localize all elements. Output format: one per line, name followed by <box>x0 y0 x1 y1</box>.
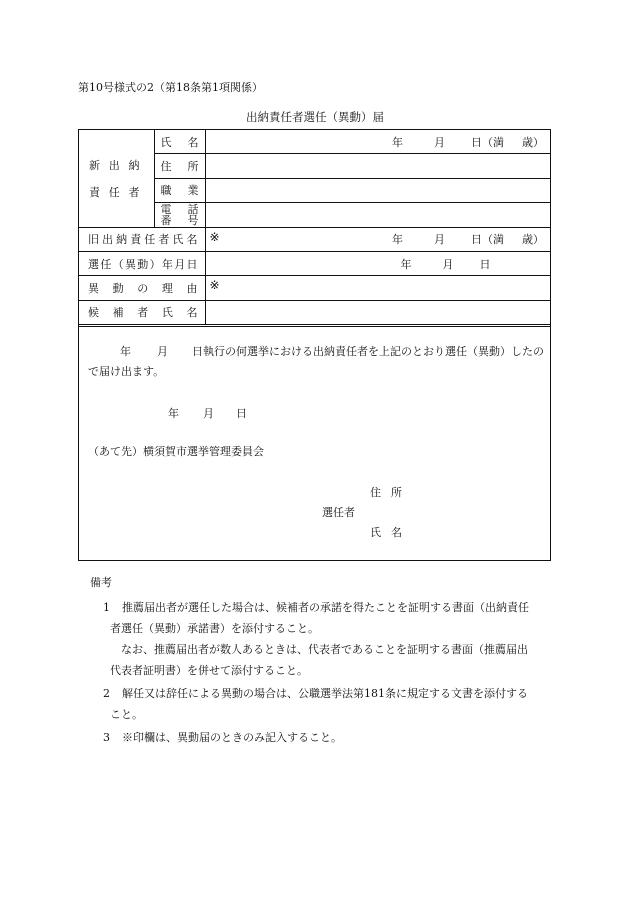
form-number: 第10号様式の2（第18条第1項関係） <box>78 81 263 94</box>
new-address-field[interactable] <box>205 154 550 178</box>
divider <box>79 326 550 327</box>
declaration-text: 年 月 日執行の何選挙における出納責任者を上記のとおり選任（異動）したので届け出ます。 <box>88 345 544 378</box>
appointer-address-label: 住 所 <box>370 486 402 499</box>
note-item-1: 1 推薦届出者が選任した場合は、候補者の承諾を得たことを証明する書面（出納責任 <box>103 601 529 614</box>
appointment-date-label: 選 任 （ 異 動 ） 年 月 日 <box>79 251 205 275</box>
asterisk-mark: ※ <box>209 229 220 244</box>
addressee: （あて先）横須賀市選挙管理委員会 <box>88 445 264 458</box>
note-item-1b: なお、推薦届出者が数人あるときは、代表者であることを証明する書面（推薦届出 <box>121 643 528 656</box>
appointment-date-field[interactable]: 年 月 日 <box>205 251 550 275</box>
appointer-label: 選任者 <box>322 506 355 519</box>
old-officer-field[interactable]: ※ 年 月 日（満 歳） <box>205 227 550 251</box>
reason-field[interactable] <box>205 276 550 300</box>
new-address-label: 住 所 <box>154 154 205 178</box>
old-officer-label: 旧 出 納 責 任 者 氏 名 <box>79 227 205 251</box>
officer-table <box>79 130 550 325</box>
note-item-1-cont: 者選任（異動）承諾書）を添付すること。 <box>110 622 319 635</box>
new-officer-label: 新 出 納 責 任 者 <box>79 130 154 227</box>
notes-title: 備考 <box>90 576 112 589</box>
appointer-name-label: 氏 名 <box>370 526 402 539</box>
form-title: 出納責任者選任（異動）届 <box>246 110 384 124</box>
note-item-2: 2 解任又は辞任による異動の場合は、公職選挙法第181条に規定する文書を添付する <box>103 687 528 700</box>
note-item-1b-cont: 代表者証明書）を併せて添付すること。 <box>110 664 308 677</box>
asterisk-mark: ※ <box>209 278 220 293</box>
new-name-label: 氏 名 <box>154 130 205 154</box>
note-item-3: 3 ※印欄は、異動届のときのみ記入すること。 <box>103 731 342 744</box>
candidate-label: 候 補 者 氏 名 <box>79 300 205 324</box>
new-job-label: 職 業 <box>154 178 205 202</box>
new-phone-label: 電 話 番 号 <box>154 203 205 227</box>
new-job-field[interactable] <box>205 178 550 202</box>
new-name-field[interactable]: 年 月 日（満 歳） <box>205 130 550 154</box>
reason-label: 異 動 の 理 由 <box>79 276 205 300</box>
form-box <box>78 129 551 561</box>
new-phone-field[interactable] <box>205 203 550 227</box>
candidate-field[interactable] <box>205 300 550 324</box>
note-item-2-cont: こと。 <box>110 708 143 721</box>
sign-date: 年 月 日 <box>168 407 247 420</box>
